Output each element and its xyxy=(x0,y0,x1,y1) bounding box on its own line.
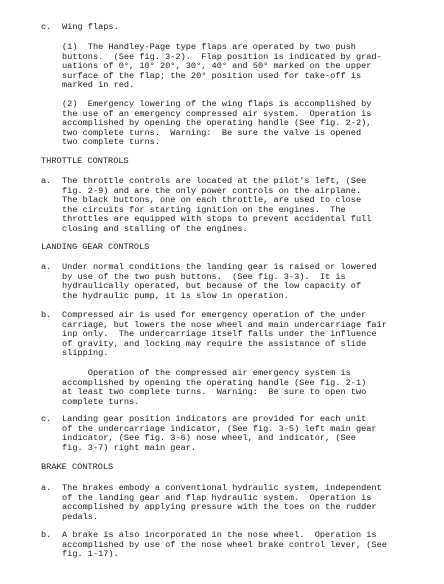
throttle-controls-heading: THROTTLE CONTROLS xyxy=(41,156,129,166)
brake-item-a-label: a. xyxy=(41,483,52,493)
brake-item-b-text: A brake is also incorporated in the nose wheel. Operation is accomplished by use of the nose wheel brake control lever, (See fig. 1-17). xyxy=(62,530,387,560)
wing-flaps-paragraph-1: (1) The Handley-Page type flaps are operated by two push buttons. (See fig. 3-2). Flap position is indicated by grad- uations of 0°, 10° 20°, 30°, 40° and 50° marked on the upper surface of the flap; the 20° position used for take-off is marked in red. xyxy=(62,42,382,91)
landing-gear-item-c-text: Landing gear position indicators are provided for each unit of the undercarriage indicator, (See fig. 3-5) left main gear indicator, (See fig. 3-6) nose wheel, and indicator, (See fig. 3-7) right main gear. xyxy=(62,414,377,453)
landing-gear-controls-heading: LANDING GEAR CONTROLS xyxy=(41,242,150,252)
brake-controls-heading: BRAKE CONTROLS xyxy=(41,462,114,472)
throttle-item-a-text: The throttle controls are located at the pilot's left, (See fig. 2-9) and are the only power controls on the airplane. The black buttons, one on each throttle, are used to close the circuits for starting ignition on the engines. The throttles are equipped with stops to prevent accidental full closing and stalling of the engines. xyxy=(62,176,372,234)
landing-gear-item-b-note: Operation of the compressed air emergency system is accomplished by opening the operating handle (See fig. 2-1) at least two complete turns. Warning: Be sure to open two complete turns. xyxy=(62,368,367,407)
brake-item-b-label: b. xyxy=(41,530,52,540)
throttle-item-a-label: a. xyxy=(41,176,52,186)
wing-flaps-label: c. xyxy=(41,22,52,32)
wing-flaps-title: Wing flaps. xyxy=(62,22,119,32)
landing-gear-item-a-text: Under normal conditions the landing gear is raised or lowered by use of the two push buttons. (See fig. 3-3). It is hydraulically operated, but because of the low capacity of the hydraulic pump, it is slow in operation. xyxy=(62,262,377,301)
landing-gear-item-a-label: a. xyxy=(41,262,52,272)
landing-gear-item-c-label: c. xyxy=(41,414,52,424)
wing-flaps-paragraph-2: (2) Emergency lowering of the wing flaps is accomplished by the use of an emergency compressed air system. Operation is accomplished by opening the operating handle (See fig. 2-2), two complete turns. Warning: Be sure the valve is opened two complete turns. xyxy=(62,99,372,148)
landing-gear-item-b-label: b. xyxy=(41,310,52,320)
landing-gear-item-b-text: Compressed air is used for emergency operation of the under carriage, but lowers the nose wheel and main undercarriage fair inp only. The undercarriage itself falls under the influence of gravity, and locking may require the assistance of slide slipping. xyxy=(62,310,387,359)
brake-item-a-text: The brakes embody a conventional hydraulic system, independent of the landing gear and flap hydraulic system. Operation is accomplished by applying pressure with the toes on the rudder pedals. xyxy=(62,483,382,522)
